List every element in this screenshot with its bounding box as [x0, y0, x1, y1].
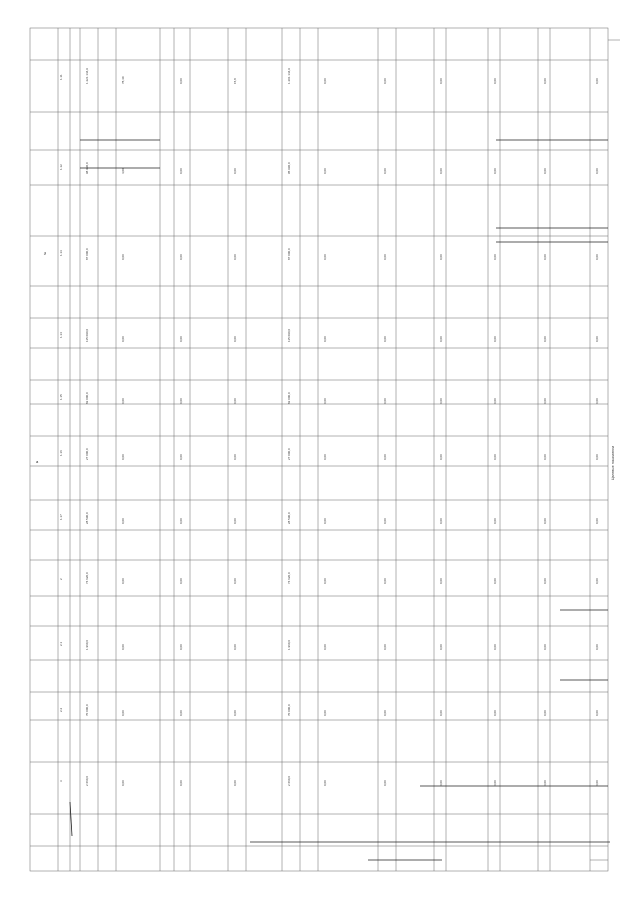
row-value: 0,00 [323, 518, 327, 524]
row-value: 0,00 [233, 168, 237, 174]
row-value: 0,00 [121, 398, 125, 404]
row-value: 0,00 [595, 518, 599, 524]
row-value: 0,00 [595, 78, 599, 84]
row-value: 82 000,0 [287, 392, 291, 404]
row-value: 0,00 [383, 398, 387, 404]
row-value: 15,8 [233, 78, 237, 84]
row-value: 70 000,0 [85, 704, 89, 716]
row-value: 0,00 [233, 398, 237, 404]
row-value: 28 590,0 [287, 512, 291, 524]
row-value: 2 660,0 [85, 775, 89, 786]
row-value: 0,00 [179, 454, 183, 460]
row-value: 0,00 [439, 78, 443, 84]
header-block-number: № [43, 251, 47, 255]
row-value: 78,40 [121, 76, 125, 84]
row-value: 0,00 [543, 454, 547, 460]
row-value: 115 090,0 [85, 328, 89, 342]
row-value: 28 590,0 [85, 512, 89, 524]
row-value: 0,00 [233, 780, 237, 786]
row-value: 0,00 [121, 518, 125, 524]
row-value: 0,00 [323, 780, 327, 786]
row-value: 0,00 [439, 254, 443, 260]
row-value: 74 620,0 [85, 572, 89, 584]
row-value: 0,00 [543, 518, 547, 524]
row-value: 0,00 [383, 336, 387, 342]
row-value: 95 996,0 [287, 162, 291, 174]
row-value: 0,00 [493, 578, 497, 584]
row-value: 0,00 [595, 254, 599, 260]
table-title: Целевые показатели [611, 446, 615, 480]
row-value: 0,00 [179, 398, 183, 404]
row-value: 87 000,0 [85, 248, 89, 260]
row-value: 0,00 [323, 254, 327, 260]
row-value: 0,00 [543, 398, 547, 404]
row-value: 0,00 [543, 780, 547, 786]
row-value: 82 000,0 [85, 392, 89, 404]
row-value: 0,00 [121, 780, 125, 786]
row-number: 2.2 [59, 707, 63, 712]
row-value: 0,00 [595, 578, 599, 584]
row-value: 0,00 [493, 168, 497, 174]
row-value: 0,00 [439, 336, 443, 342]
row-value: 0,00 [595, 644, 599, 650]
row-value: 0,00 [595, 398, 599, 404]
row-value: 0,00 [439, 454, 443, 460]
row-value: 0,00 [439, 644, 443, 650]
row-value: 0,00 [121, 254, 125, 260]
row-value: 0,00 [383, 710, 387, 716]
row-value: 115 090,0 [287, 328, 291, 342]
row-value: 0,00 [493, 398, 497, 404]
row-value: 0,00 [595, 780, 599, 786]
row-value: 0,00 [493, 644, 497, 650]
row-value: 0,00 [233, 518, 237, 524]
row-value: 0,00 [543, 644, 547, 650]
row-number: 3 [59, 780, 63, 782]
row-value: 0,00 [233, 454, 237, 460]
row-number: 1.16 [59, 450, 63, 456]
row-value: 0,00 [179, 78, 183, 84]
row-value: 0,00 [179, 578, 183, 584]
row-value: 98 996,0 [85, 162, 89, 174]
row-value: 0,00 [383, 780, 387, 786]
row-value: 0,00 [179, 518, 183, 524]
row-value: 1 221 144,9 [85, 68, 89, 84]
page-marker: а [36, 459, 39, 464]
row-number: 1.12 [59, 164, 63, 170]
row-value: 0,00 [383, 168, 387, 174]
row-value: 0,00 [383, 454, 387, 460]
row-value: 0,00 [493, 454, 497, 460]
row-value: 0,00 [543, 78, 547, 84]
row-value: 0,00 [595, 710, 599, 716]
row-number: 2 [59, 578, 63, 580]
row-value: 0,00 [323, 644, 327, 650]
row-value: 87 000,0 [287, 248, 291, 260]
row-value: 0,00 [179, 336, 183, 342]
row-value: 0,00 [323, 454, 327, 460]
row-value: 0,00 [179, 254, 183, 260]
row-value: 0,00 [179, 644, 183, 650]
row-value: 0,00 [233, 710, 237, 716]
row-value: 0,00 [543, 578, 547, 584]
table-border [30, 28, 608, 871]
row-value: 0,00 [121, 644, 125, 650]
row-value: 1 960,0 [85, 639, 89, 650]
row-number: 1.17 [59, 514, 63, 520]
row-value: 0,00 [493, 254, 497, 260]
row-value: 0,00 [595, 454, 599, 460]
row-number: 2.1 [59, 641, 63, 646]
row-value: 0,00 [383, 78, 387, 84]
row-value: 1 201 144,9 [287, 68, 291, 84]
row-value: 0,00 [383, 578, 387, 584]
row-value: 0,00 [323, 710, 327, 716]
row-value: 0,00 [543, 168, 547, 174]
row-value: 0,00 [439, 398, 443, 404]
row-number: 1.15 [59, 394, 63, 400]
row-value: 0,00 [439, 578, 443, 584]
row-value: 0,00 [493, 780, 497, 786]
row-value: 70 000,0 [287, 704, 291, 716]
row-value: 0,00 [323, 78, 327, 84]
row-value: 0,00 [121, 336, 125, 342]
row-value: 0,00 [383, 644, 387, 650]
row-value: 0,00 [383, 254, 387, 260]
row-value: 0,00 [595, 336, 599, 342]
row-value: 0,00 [323, 398, 327, 404]
row-value: 0,00 [179, 168, 183, 174]
row-value: 0,00 [121, 454, 125, 460]
row-value: 0,00 [323, 168, 327, 174]
row-value: 0,00 [233, 336, 237, 342]
row-value: 0,00 [543, 254, 547, 260]
row-value: 0,00 [121, 710, 125, 716]
row-value: 0,00 [233, 578, 237, 584]
row-value: 27 000,0 [287, 448, 291, 460]
row-value: 74 620,0 [287, 572, 291, 584]
row-number: 1.11 [59, 74, 63, 80]
row-value: 27 000,0 [85, 448, 89, 460]
row-value: 0,00 [233, 644, 237, 650]
row-value: 0,00 [439, 780, 443, 786]
row-value: 0,00 [595, 168, 599, 174]
row-value: 0,00 [493, 518, 497, 524]
row-value: 1 960,0 [287, 639, 291, 650]
row-number: 1.14 [59, 332, 63, 338]
row-value: 2 660,0 [287, 775, 291, 786]
row-value: 0,00 [121, 578, 125, 584]
row-value: 0,00 [493, 710, 497, 716]
row-value: 4,00 [121, 168, 125, 174]
row-value: 0,00 [493, 336, 497, 342]
row-value: 0,00 [439, 168, 443, 174]
row-value: 0,00 [543, 336, 547, 342]
row-value: 0,00 [543, 710, 547, 716]
row-value: 0,00 [439, 518, 443, 524]
row-value: 0,00 [179, 710, 183, 716]
row-value: 0,00 [383, 518, 387, 524]
row-value: 0,00 [493, 78, 497, 84]
row-value: 0,00 [439, 710, 443, 716]
row-value: 0,00 [323, 578, 327, 584]
row-value: 0,00 [233, 254, 237, 260]
row-number: 1.13 [59, 250, 63, 256]
row-value: 0,00 [323, 336, 327, 342]
row-value: 0,00 [179, 780, 183, 786]
